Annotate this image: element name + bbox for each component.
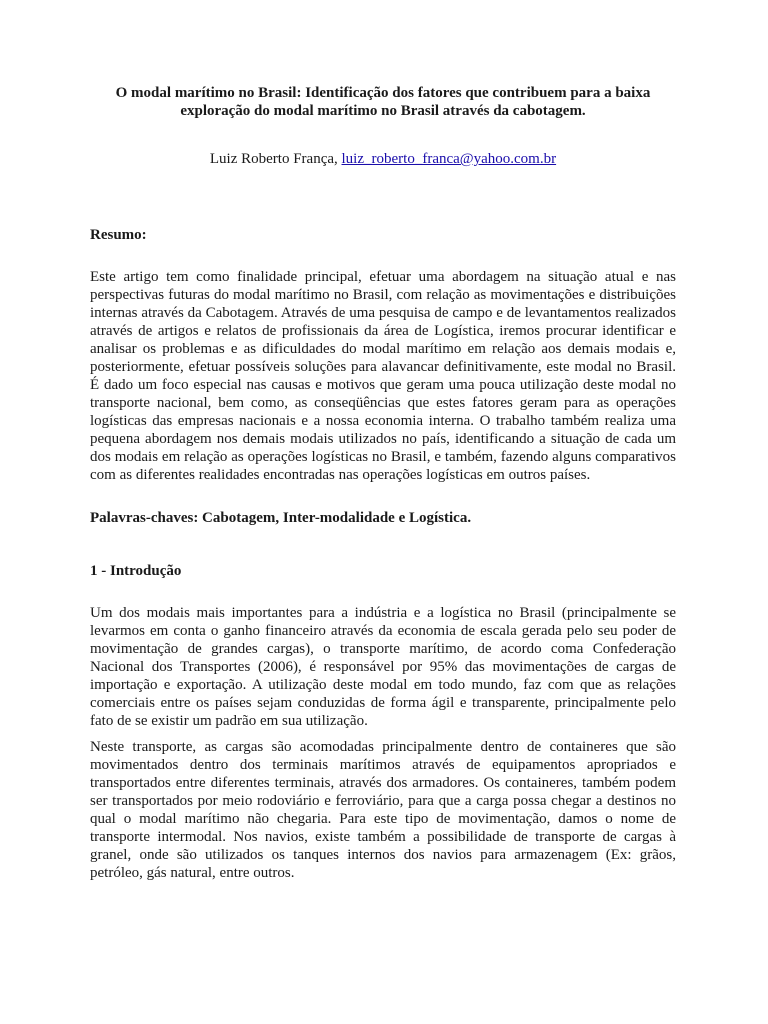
paper-title: O modal marítimo no Brasil: Identificação dos fatores que contribuem para a baixa exploração do modal marítimo no Brasil através da cabotagem. (115, 85, 651, 119)
intro-paragraph-1: Um dos modais mais importantes para a indústria e a logística no Brasil (principalmente se levarmos em conta o ganho financeiro através da economia de escala gerada pelo seu poder de movimentação de grandes cargas), o transporte marítimo, de acordo coma Confederação Nacional dos Transportes (2006), é responsável por 95% das movimentações de cargas de importação e exportação. A utilização deste modal em todo mundo, faz com que as relações comerciais entre os países sejam conduzidas de forma ágil e transparente, principalmente pelo fato de se existir um padrão em sua utilização. (90, 605, 676, 729)
author-line (90, 150, 676, 168)
intro-paragraph-2: Neste transporte, as cargas são acomodadas principalmente dentro de containeres que são movimentados dentro dos terminais marítimos através de equipamentos apropriados e transportados entre diferentes terminais, através dos armadores. Os containeres, também podem ser transportados por meio rodoviário e ferroviário, para que a carga possa chegar a destinos no qual o modal marítimo não chegaria. Para este tipo de movimentação, damos o nome de transporte intermodal. Nos navios, existe também a possibilidade de transporte de cargas à granel, onde são utilizados os tanques internos dos navios para armazenagem (Ex: grãos, petróleo, gás natural, entre outros. (90, 739, 676, 881)
abstract-heading: Resumo: (90, 227, 147, 243)
section-heading-introduction: 1 - Introdução (90, 563, 182, 579)
document-page (90, 84, 676, 882)
author-name: Luiz Roberto França, (209, 151, 338, 167)
keywords-line: Palavras-chaves: Cabotagem, Inter-modalidade e Logística. (90, 510, 472, 526)
author-email-link[interactable]: luiz_roberto_franca@yahoo.com.br (341, 151, 557, 167)
abstract-paragraph: Este artigo tem como finalidade principal, efetuar uma abordagem na situação atual e nas perspectivas futuras do modal marítimo no Brasil, com relação as movimentações e distribuições internas através da Cabotagem. Através de uma pesquisa de campo e de levantamentos realizados através de artigos e relatos de profissionais da área de Logística, iremos procurar identificar e analisar os problemas e as dificuldades do modal marítimo em relação aos demais modais e, posteriormente, efetuar possíveis soluções para alavancar definitivamente, este modal no Brasil. É dado um foco especial nas causas e motivos que geram uma pouca utilização deste modal no transporte nacional, bem como, as conseqüências que estes fatores geram para as operações logísticas das empresas nacionais e a nossa economia interna. O trabalho também realiza uma pequena abordagem nos demais modais utilizados no país, identificando a situação de cada um dos modais em relação as operações logísticas no Brasil, e também, fazendo alguns comparativos com as diferentes realidades encontradas nas operações logísticas em outros países. (90, 269, 676, 483)
